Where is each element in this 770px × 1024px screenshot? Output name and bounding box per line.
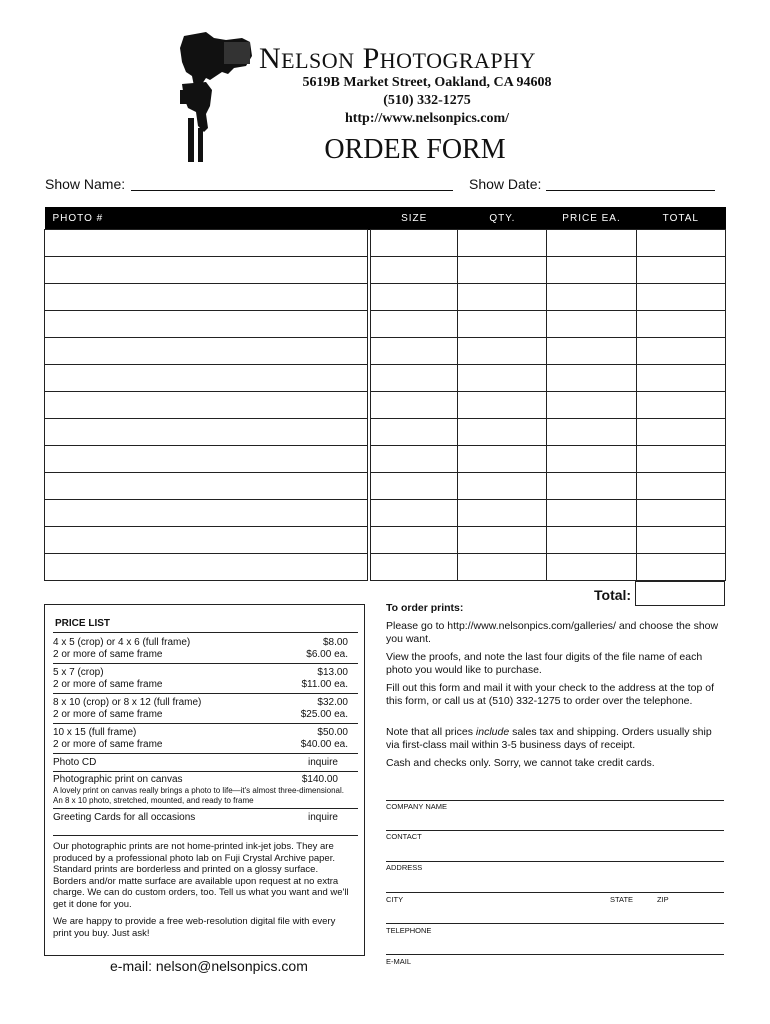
print-quality-note: Our photographic prints are not home-printed ink-jet jobs. They are produced by a professional photo lab on Fuji Crystal Archive paper. Standard prints are borderless and printed on a glossy surface. Borders and/or matte surface are available upon request at no extra charge. We can do custom orders, too. Tell us what you want and we'll get it done for you. — [53, 841, 349, 910]
photo-number-cell[interactable] — [45, 365, 368, 392]
digital-file-note: We are happy to provide a free web-resolution digital file with every print you buy. Just ask! — [53, 916, 336, 939]
size-cell[interactable] — [371, 527, 458, 554]
qty-cell[interactable] — [458, 392, 547, 419]
email-field[interactable] — [386, 954, 724, 955]
price-each-cell[interactable] — [547, 446, 636, 473]
size-cell[interactable] — [371, 419, 458, 446]
order-rows — [45, 230, 726, 581]
size-cell[interactable] — [371, 257, 458, 284]
company-name-field[interactable] — [386, 800, 724, 801]
business-address: 5619B Market Street, Oakland, CA 94608 — [302, 75, 552, 90]
photo-number-cell[interactable] — [45, 338, 368, 365]
price-item-label: Photo CD — [53, 757, 97, 768]
qty-cell[interactable] — [458, 500, 547, 527]
email-label: E-MAIL — [386, 957, 412, 966]
order-row — [45, 230, 726, 257]
instruction-step-3: Fill out this form and mail it with your check to the address at the top of this form, or call us at (510) 332-1275 to order over the telephone. — [386, 682, 714, 707]
order-row — [45, 554, 726, 581]
canvas-description: A lovely print on canvas really brings a photo to life—it's almost three-dimensional. An 8 x 10 photo, stretched, mounted, and ready to frame — [53, 786, 345, 805]
photo-number-cell[interactable] — [45, 527, 368, 554]
business-phone: (510) 332-1275 — [383, 93, 471, 108]
price-value: $13.00 $11.00 ea. — [301, 667, 348, 690]
total-cell[interactable] — [636, 500, 725, 527]
business-website: http://www.nelsonpics.com/ — [344, 111, 510, 126]
price-value: $8.00 $6.00 ea. — [306, 637, 348, 660]
total-cell[interactable] — [636, 527, 725, 554]
total-cell[interactable] — [636, 446, 725, 473]
instruction-step-1: Please go to http://www.nelsonpics.com/galleries/ and choose the show you want. — [386, 620, 719, 645]
column-header-total: TOTAL — [636, 207, 725, 230]
qty-cell[interactable] — [458, 338, 547, 365]
photo-number-cell[interactable] — [45, 473, 368, 500]
contact-label: CONTACT — [386, 832, 422, 841]
price-item-label: 8 x 10 (crop) or 8 x 12 (full frame) — [53, 697, 202, 708]
price-each-cell[interactable] — [547, 419, 636, 446]
show-date-label: Show Date: — [469, 176, 542, 192]
address-field[interactable] — [386, 861, 724, 862]
photo-number-cell[interactable] — [45, 230, 368, 257]
show-date-field[interactable] — [546, 190, 715, 191]
price-item-label: 5 x 7 (crop) — [53, 667, 104, 678]
price-each-cell[interactable] — [547, 230, 636, 257]
price-each-cell[interactable] — [547, 257, 636, 284]
price-item-10x15 — [53, 727, 358, 751]
order-row — [45, 473, 726, 500]
column-header-size: SIZE — [371, 207, 458, 230]
total-cell[interactable] — [636, 257, 725, 284]
order-row — [45, 257, 726, 284]
qty-cell[interactable] — [458, 446, 547, 473]
price-each-cell[interactable] — [547, 500, 636, 527]
footer-email: e-mail: nelson@nelsonpics.com — [110, 958, 308, 974]
size-cell[interactable] — [371, 284, 458, 311]
total-cell[interactable] — [636, 392, 725, 419]
price-item-multi-label: 2 or more of same frame — [53, 649, 163, 660]
brand-name: NELSON PHOTOGRAPHY — [259, 42, 536, 75]
price-item-8x10 — [53, 697, 358, 721]
instruction-step-2: View the proofs, and note the last four digits of the file name of each photo you would like to purchase. — [386, 651, 703, 676]
size-cell[interactable] — [371, 338, 458, 365]
telephone-field[interactable] — [386, 923, 724, 924]
order-row — [45, 311, 726, 338]
price-each-cell[interactable] — [547, 338, 636, 365]
column-header-qty: QTY. — [458, 207, 547, 230]
price-item-multi-label: 2 or more of same frame — [53, 709, 163, 720]
order-row — [45, 527, 726, 554]
divider — [53, 723, 358, 724]
price-item-canvas — [53, 774, 358, 806]
price-item-multi-label: 2 or more of same frame — [53, 679, 163, 690]
total-cell[interactable] — [636, 473, 725, 500]
price-value: $50.00 $40.00 ea. — [300, 727, 348, 750]
column-header-photo: PHOTO # — [45, 207, 368, 230]
qty-cell[interactable] — [458, 230, 547, 257]
photo-number-cell[interactable] — [45, 392, 368, 419]
size-cell[interactable] — [371, 392, 458, 419]
total-cell[interactable] — [636, 365, 725, 392]
photo-number-cell[interactable] — [45, 554, 368, 581]
show-name-field[interactable] — [131, 190, 453, 191]
show-name-label: Show Name: — [45, 176, 126, 192]
total-cell[interactable] — [636, 284, 725, 311]
order-row — [45, 446, 726, 473]
qty-cell[interactable] — [458, 527, 547, 554]
qty-cell[interactable] — [458, 311, 547, 338]
size-cell[interactable] — [371, 473, 458, 500]
price-value: $32.00 $25.00 ea. — [300, 697, 348, 720]
price-list-box — [44, 604, 365, 956]
column-header-price-ea: PRICE EA. — [547, 207, 636, 230]
total-cell[interactable] — [636, 419, 725, 446]
price-item-multi-label: 2 or more of same frame — [53, 739, 163, 750]
size-cell[interactable] — [371, 554, 458, 581]
size-cell[interactable] — [371, 446, 458, 473]
size-cell[interactable] — [371, 311, 458, 338]
price-each-cell[interactable] — [547, 365, 636, 392]
instruction-pricing-note: Note that all prices include sales tax and shipping. Orders usually ship via first-class mail within 3-5 business days of receipt. — [386, 726, 712, 751]
total-label: Total: — [594, 587, 632, 603]
total-cell[interactable] — [636, 311, 725, 338]
state-label: STATE — [610, 895, 634, 904]
price-each-cell[interactable] — [547, 473, 636, 500]
divider — [53, 835, 358, 836]
size-cell[interactable] — [371, 500, 458, 527]
price-item-greeting-cards — [53, 812, 358, 824]
form-title: ORDER FORM — [324, 134, 506, 165]
size-cell[interactable] — [371, 230, 458, 257]
divider — [53, 632, 358, 633]
price-value: inquire — [307, 757, 338, 768]
photographer-silhouette-logo — [176, 28, 256, 163]
price-item-4x5 — [53, 637, 358, 661]
photo-number-cell[interactable] — [45, 419, 368, 446]
order-row — [45, 392, 726, 419]
price-each-cell[interactable] — [547, 311, 636, 338]
price-item-photo-cd — [53, 757, 358, 769]
telephone-label: TELEPHONE — [386, 926, 432, 935]
photo-number-cell[interactable] — [45, 446, 368, 473]
photo-number-cell[interactable] — [45, 284, 368, 311]
city-label: CITY — [386, 895, 404, 904]
total-cell[interactable] — [636, 554, 725, 581]
city-state-zip-field[interactable] — [386, 892, 724, 893]
total-cell[interactable] — [636, 230, 725, 257]
price-each-cell[interactable] — [547, 392, 636, 419]
price-value: $140.00 — [301, 774, 338, 785]
photo-number-cell[interactable] — [45, 257, 368, 284]
company-name-label: COMPANY NAME — [386, 802, 447, 811]
order-row — [45, 338, 726, 365]
order-row — [45, 500, 726, 527]
order-row — [45, 365, 726, 392]
address-label: ADDRESS — [386, 863, 423, 872]
divider — [53, 771, 358, 772]
order-row — [45, 284, 726, 311]
price-item-label: Photographic print on canvas — [53, 774, 183, 785]
order-table — [44, 207, 726, 581]
qty-cell[interactable] — [458, 257, 547, 284]
divider — [53, 693, 358, 694]
price-each-cell[interactable] — [547, 284, 636, 311]
divider — [53, 663, 358, 664]
qty-cell[interactable] — [458, 419, 547, 446]
zip-label: ZIP — [657, 895, 669, 904]
order-table-header — [45, 207, 726, 230]
size-cell[interactable] — [371, 365, 458, 392]
qty-cell[interactable] — [458, 365, 547, 392]
price-value: inquire — [307, 812, 338, 823]
price-each-cell[interactable] — [547, 527, 636, 554]
divider — [53, 808, 358, 809]
total-cell[interactable] — [636, 338, 725, 365]
instructions-title: To order prints: — [386, 602, 464, 614]
order-row — [45, 419, 726, 446]
price-item-label: 10 x 15 (full frame) — [53, 727, 137, 738]
price-item-5x7 — [53, 667, 358, 691]
photo-number-cell[interactable] — [45, 500, 368, 527]
contact-field[interactable] — [386, 830, 724, 831]
instruction-payment-note: Cash and checks only. Sorry, we cannot take credit cards. — [386, 757, 655, 769]
qty-cell[interactable] — [458, 473, 547, 500]
price-item-label: Greeting Cards for all occasions — [53, 812, 196, 823]
divider — [53, 753, 358, 754]
price-list-title: PRICE LIST — [55, 618, 111, 629]
price-item-label: 4 x 5 (crop) or 4 x 6 (full frame) — [53, 637, 191, 648]
photo-number-cell[interactable] — [45, 311, 368, 338]
qty-cell[interactable] — [458, 554, 547, 581]
qty-cell[interactable] — [458, 284, 547, 311]
price-each-cell[interactable] — [547, 554, 636, 581]
